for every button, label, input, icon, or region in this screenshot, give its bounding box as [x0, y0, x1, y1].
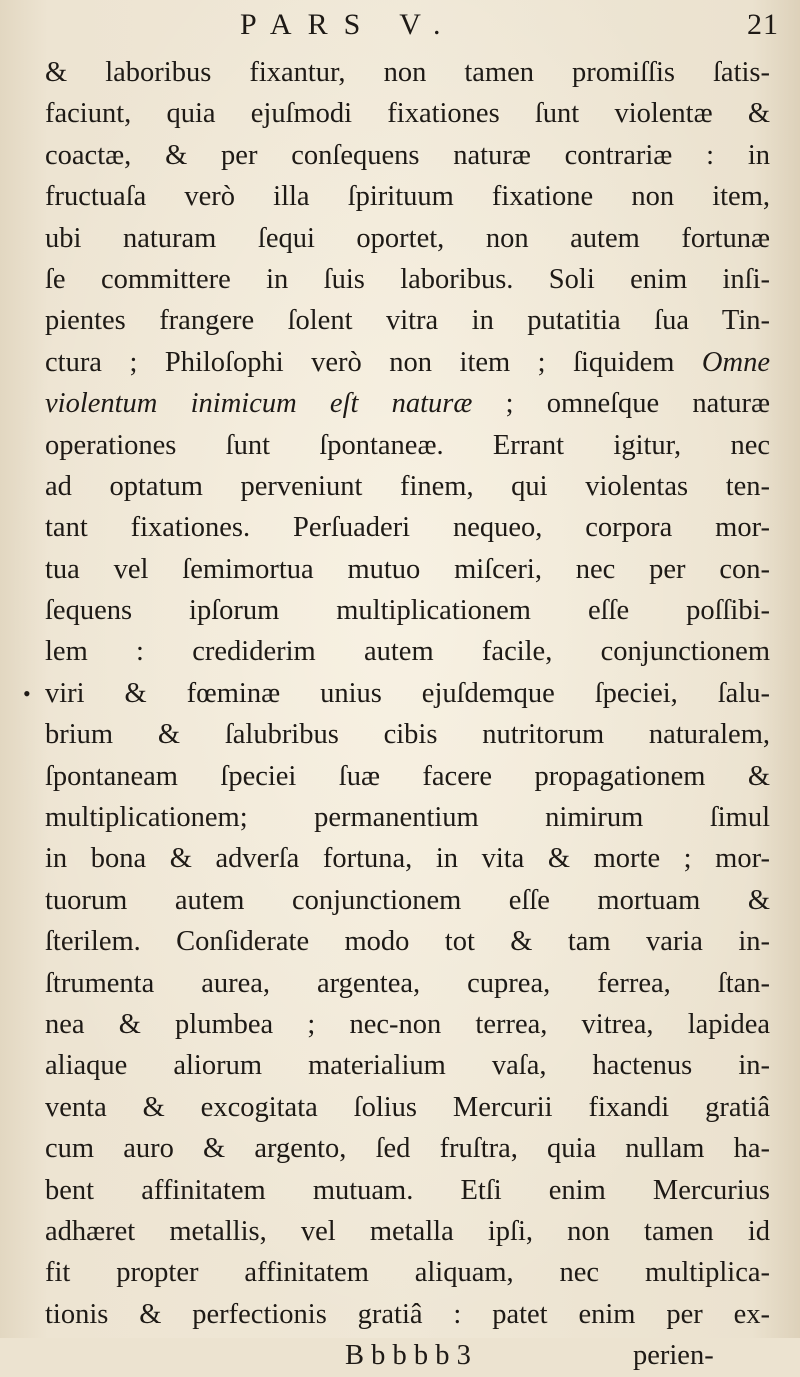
- text-line: tant fixationes. Perſuaderi nequeo, corpora mor-: [45, 512, 770, 544]
- text-line-mixed: [45, 342, 770, 383]
- italic-segment: violentum inimicum eſt naturæ: [45, 388, 473, 420]
- text-line: ſterilem. Conſiderate modo tot & tam varia in-: [45, 926, 770, 958]
- body-text: [23, 52, 770, 1377]
- catchword: perien-: [633, 1340, 714, 1372]
- text-line: adhæret metallis, vel metalla ipſi, non tamen id: [45, 1215, 770, 1247]
- text-line: fructuaſa verò illa ſpirituum fixatione non item,: [45, 181, 770, 213]
- text-line: in bona & adverſa fortuna, in vita & morte ; mor-: [45, 843, 770, 875]
- text-line: tuorum autem conjunctionem eſſe mortuam &: [45, 884, 770, 916]
- text-line: tua vel ſemimortua mutuo miſceri, nec per con-: [45, 553, 770, 585]
- italic-segment: Omne: [701, 346, 770, 378]
- text-segment: ctura ; Philoſophi verò non item ; ſiquidem: [45, 346, 675, 378]
- text-line: ubi naturam ſequi oportet, non autem fortunæ: [45, 222, 770, 254]
- text-line: aliaque aliorum materialium vaſa, hactenus in-: [45, 1050, 770, 1082]
- text-line: viri & fœminæ unius ejuſdemque ſpeciei, ſalu-: [45, 677, 770, 709]
- text-line: coactæ, & per conſequens naturæ contrariæ : in: [45, 139, 770, 171]
- text-line: lem : crediderim autem facile, conjunctionem: [45, 636, 770, 668]
- text-line: & laboribus fixantur, non tamen promiſſis ſatis-: [45, 57, 770, 88]
- text-line-marked: [23, 673, 770, 714]
- running-title: PARS V.: [240, 8, 457, 41]
- margin-marker: •: [23, 680, 31, 706]
- text-line-mixed: [45, 383, 770, 424]
- text-line: pientes frangere ſolent vitra in putatitia ſua Tin-: [45, 305, 770, 337]
- text-line: operationes ſunt ſpontaneæ. Errant igitur, nec: [45, 429, 770, 461]
- text-line: ad optatum perveniunt finem, qui violentas ten-: [45, 470, 770, 502]
- text-line: bent affinitatem mutuam. Etſi enim Mercurius: [45, 1174, 770, 1206]
- text-line: ſpontaneam ſpeciei ſuæ facere propagationem &: [45, 760, 770, 792]
- text-line: multiplicationem; permanentium nimirum ſimul: [45, 802, 770, 834]
- text-line: cum auro & argento, ſed fruſtra, quia nullam ha-: [45, 1133, 770, 1165]
- text-line: brium & ſalubribus cibis nutritorum naturalem,: [45, 719, 770, 751]
- page-footer: [45, 1335, 770, 1376]
- text-segment: ; omneſque naturæ: [505, 388, 770, 420]
- text-line: ſtrumenta aurea, argentea, cuprea, ferrea, ſtan-: [45, 967, 770, 999]
- running-head: [0, 8, 800, 48]
- text-line: ſequens ipſorum multiplicationem eſſe poſſibi-: [45, 595, 770, 627]
- page-number: 21: [747, 8, 779, 41]
- text-line: ſe committere in ſuis laboribus. Soli enim inſi-: [45, 263, 770, 295]
- text-line: tionis & perfectionis gratiâ : patet enim per ex-: [45, 1298, 770, 1330]
- text-line: venta & excogitata ſolius Mercurii fixandi gratiâ: [45, 1091, 770, 1123]
- text-line: nea & plumbea ; nec-non terrea, vitrea, lapidea: [45, 1008, 770, 1040]
- signature-mark: B b b b b 3: [345, 1340, 471, 1372]
- text-line: faciunt, quia ejuſmodi fixationes ſunt violentæ &: [45, 98, 770, 130]
- text-line: fit propter affinitatem aliquam, nec multiplica-: [45, 1257, 770, 1289]
